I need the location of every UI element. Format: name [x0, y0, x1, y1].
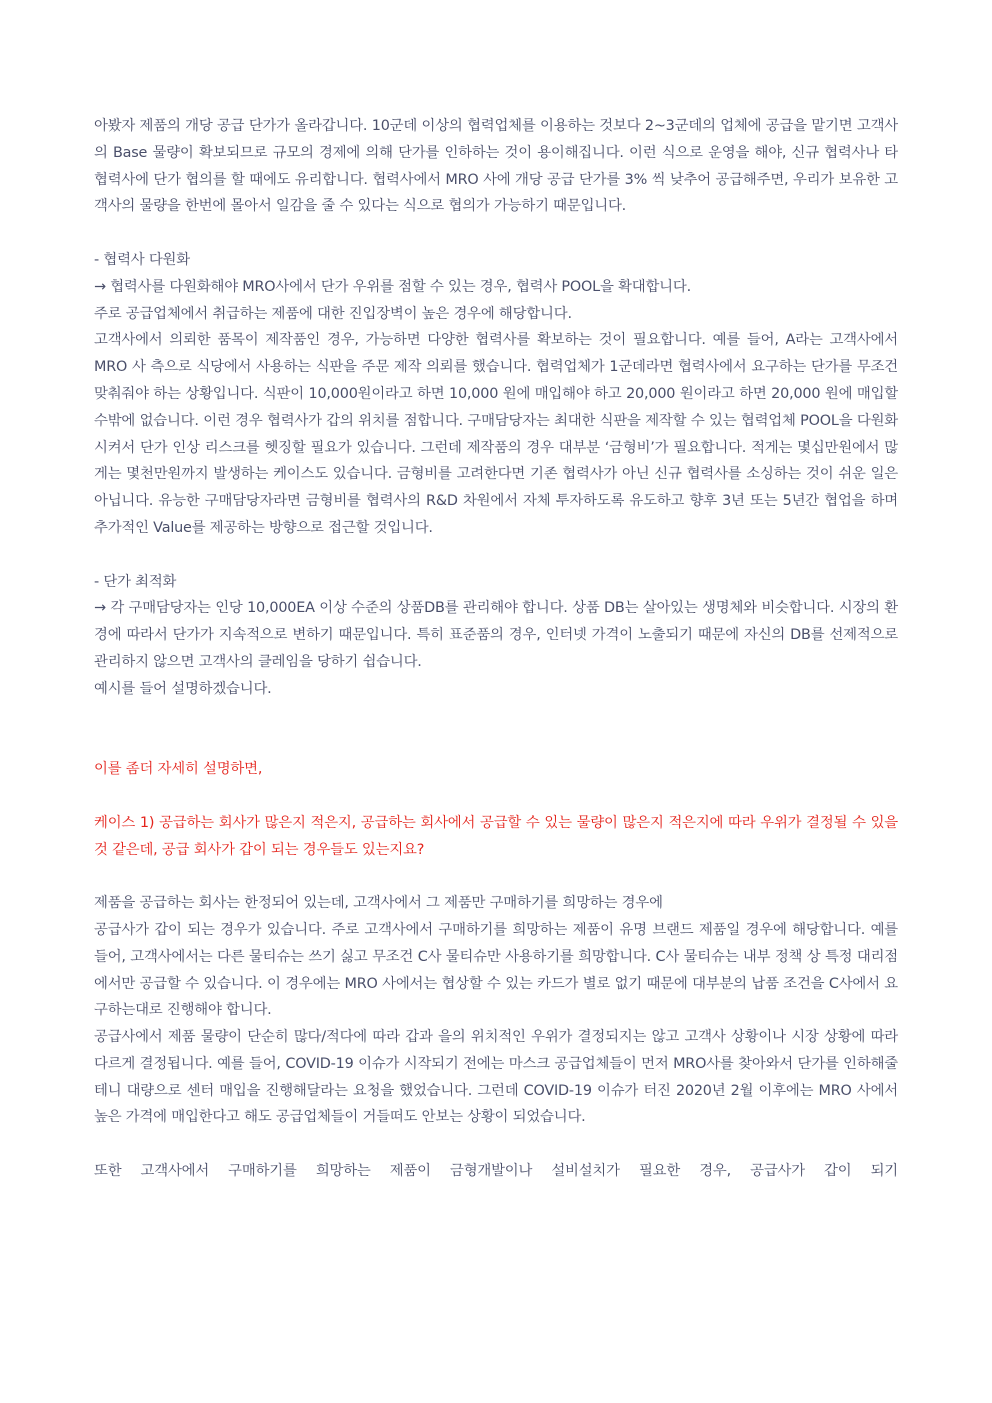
spacer	[94, 220, 898, 247]
paragraph-brand-product: 공급사가 갑이 되는 경우가 있습니다. 주로 고객사에서 구매하기를 희망하는 제품이 유명 브랜드 제품일 경우에 해당합니다. 예를 들어, 고객사에서는 다른 물티슈는 쓰기 싫고 무조건 C사 물티슈만 사용하기를 희망합니다. C사 물티슈는 내부 정책 상 특정 대리점에서만 공급할 수 있습니다. 이 경우에는 MRO 사에서는 협상할 수 있는 카드가 별로 없기 때문에 대부분의 납품 조건을 C사에서 요구하는대로 진행해야 합니다.	[94, 921, 898, 1019]
paragraph-limited-supplier: 제품을 공급하는 회사는 한정되어 있는데, 고객사에서 그 제품만 구매하기를 희망하는 경우에	[94, 895, 663, 912]
paragraph-mold-development: 또한 고객사에서 구매하기를 희망하는 제품이 금형개발이나 설비설치가 필요한 경우, 공급사가 갑이 되기	[94, 1163, 898, 1180]
spacer	[94, 783, 898, 810]
red-intro-text: 이를 좀더 자세히 설명하면,	[94, 761, 263, 778]
paragraph-example-intro: 예시를 들어 설명하겠습니다.	[94, 680, 272, 697]
spacer	[94, 703, 898, 757]
red-case-question: 케이스 1) 공급하는 회사가 많은지 적은지, 공급하는 회사에서 공급할 수 있는 물량이 많은지 적은지에 따라 우위가 결정될 수 있을 것 같은데, 공급 회사가 갑이 되는 경우들도 있는지요?	[94, 814, 898, 858]
paragraph-entry-barrier: 주로 공급업체에서 취급하는 제품에 대한 진입장벽이 높은 경우에 해당합니다.	[94, 305, 572, 322]
heading-supplier-diversification: - 협력사 다원화	[94, 251, 190, 268]
paragraph-custom-product: 고객사에서 의뢰한 품목이 제작품인 경우, 가능하면 다양한 협력사를 확보하는 것이 필요합니다. 예를 들어, A라는 고객사에서 MRO 사 측으로 식당에서 사용하는 식판을 주문 제작 의뢰를 했습니다. 협력업체가 1군데라면 협력사에서 요구하는 단가를 무조건 맞춰줘야 하는 상황입니다. 식판이 10,000원이라고 하면 10,000 원에 매입해야 하고 20,000 원이라고 하면 20,000 원에 매입할 수밖에 없습니다. 이런 경우 협력사가 갑의 위치를 점합니다. 구매담당자는 최대한 식판을 제작할 수 있는 협력업체 POOL을 다원화 시켜서 단가 인상 리스크를 헷징할 필요가 있습니다. 그런데 제작품의 경우 대부분 ‘금형비’가 필요합니다. 적게는 몇십만원에서 많게는 몇천만원까지 발생하는 케이스도 있습니다. 금형비를 고려한다면 기존 협력사가 아닌 신규 협력사를 소싱하는 것이 쉬운 일은 아닙니다. 유능한 구매담당자라면 금형비를 협력사의 R&D 차원에서 자체 투자하도록 유도하고 향후 3년 또는 5년간 협업을 하며 추가적인 Value를 제공하는 방향으로 접근할 것입니다.	[94, 332, 898, 536]
heading-price-optimization: - 단가 최적화	[94, 573, 177, 590]
spacer	[94, 863, 898, 890]
paragraph-diversify-arrow: → 협력사를 다원화해야 MRO사에서 단가 우위를 점할 수 있는 경우, 협력사 POOL을 확대합니다.	[94, 278, 691, 295]
paragraph-product-db: → 각 구매담당자는 인당 10,000EA 이상 수준의 상품DB를 관리해야 합니다. 상품 DB는 살아있는 생명체와 비슷합니다. 시장의 환경에 따라서 단가가 지속적으로 변하기 때문입니다. 특히 표준품의 경우, 인터넷 가격이 노출되기 때문에 자신의 DB를 선제적으로 관리하지 않으면 고객사의 클레임을 당하기 쉽습니다.	[94, 600, 898, 670]
spacer	[94, 1131, 898, 1158]
paragraph-scale-economy: 아봤자 제품의 개당 공급 단가가 올라갑니다. 10군데 이상의 협력업체를 이용하는 것보다 2~3군데의 업체에 공급을 맡기면 고객사의 Base 물량이 확보되므로 규모의 경제에 의해 단가를 인하하는 것이 용이해집니다. 이런 식으로 운영을 해야, 신규 협력사나 타 협력사에 단가 협의를 할 때에도 유리합니다. 협력사에서 MRO 사에 개당 공급 단가를 3% 씩 낮추어 공급해주면, 우리가 보유한 고객사의 물량을 한번에 몰아서 일감을 줄 수 있다는 식으로 협의가 가능하기 때문입니다.	[94, 118, 898, 215]
paragraph-market-situation: 공급사에서 제품 물량이 단순히 많다/적다에 따라 갑과 을의 위치적인 우위가 결정되지는 않고 고객사 상황이나 시장 상황에 따라 다르게 결정됩니다. 예를 들어, COVID-19 이슈가 시작되기 전에는 마스크 공급업체들이 먼저 MRO사를 찾아와서 단가를 인하해줄테니 대량으로 센터 매입을 진행해달라는 요청을 했었습니다. 그런데 COVID-19 이슈가 터진 2020년 2월 이후에는 MRO 사에서 높은 가격에 매입한다고 해도 공급업체들이 거들떠도 안보는 상황이 되었습니다.	[94, 1029, 898, 1126]
document-page	[94, 113, 898, 1185]
spacer	[94, 542, 898, 569]
